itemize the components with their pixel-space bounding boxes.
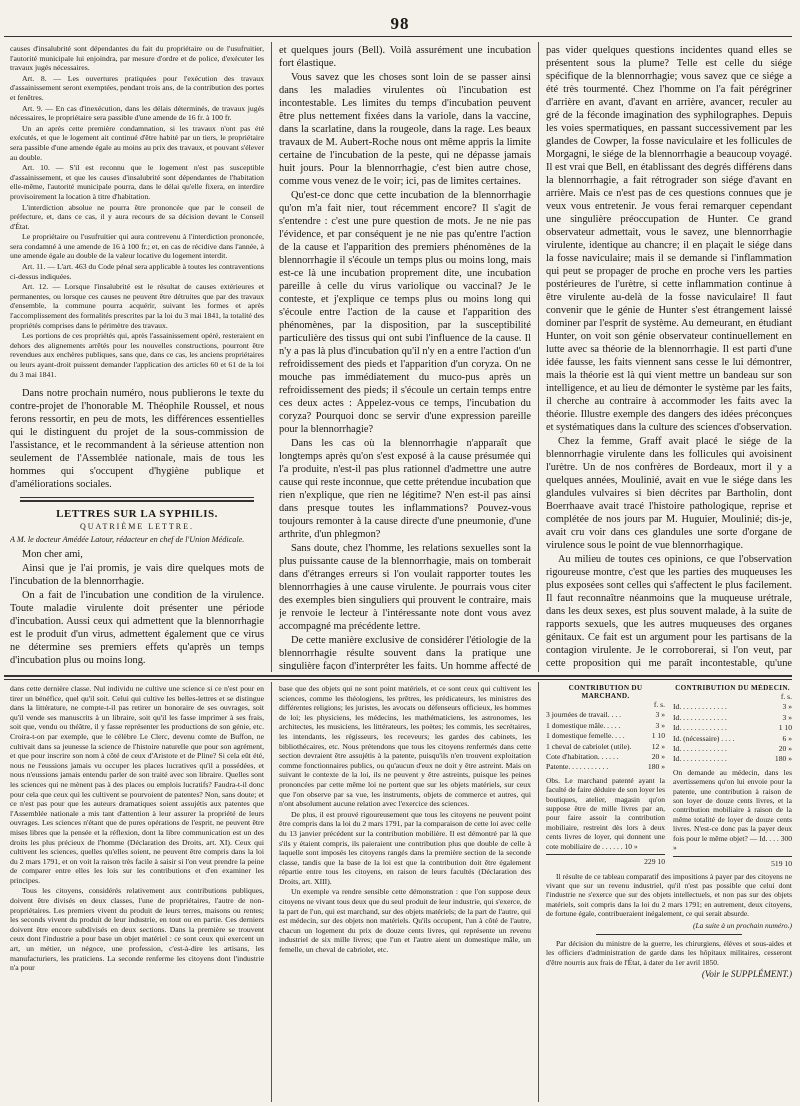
paragraph: Tous les citoyens, considérés relativement aux contributions publiques, doivent être divisés en deux classes, l'une de propriétaires, l'autre de non-propriétaires. Les premiers vivent du produit de leurs terres, maisons ou rentes; les seconds vivent du produit de leur industrie, en tout ou en partie. Ces derniers doivent être encore subdivisés en deux sections. Dans la première se trouvent ceux dont l'industrie a pour base un objet matériel : ce sont ceux qui exercent un art, un métier, un négoce, une profession, c'est-à-dire les artisans, les manufacturiers, les praticiens. La seconde renferme les citoyens dont l'industrie n'a pour — [10, 886, 264, 973]
paragraph: pas vider quelques questions incidentes quand elles se présentent sous la plume? Telle est celle du siége spécifique de la blennorrhagie; vous savez que ce siége a été très tourmenté. Chez l'homme on l'a fait pérégriner d'arrière en avant, d'avant en arrière, avancer, reculer au gré de la féconde imagination des syphilographes. Depuis les voies spermatiques, en passant successivement par les glandes de Cowper, la fosse naviculaire et les follicules de Morgagni, le siége de la blennorrhagie a beaucoup voyagé. Il est vrai que Bell, en établissant des degrés différens dans la blennorrhagie, a fait rétrograder son siége d'avant en arrière. Mais ce n'est pas de ces questions connues que je veux vous entretenir. Je vous ferai remarquer cependant une singulière préoccupation de Hunter. Ce grand observateur admettait, vous le savez, une blennorrhagie virulente, identique au chancre; il en plaçait le siége dans la fosse naviculaire; mais il se demande si l'inflammation qui peut se propager de proche en proche vers les parties postérieures de l'urètre, si cette inflammation continue à être virulente au-delà de la fosse naviculaire! Il faut convenir que le génie de Hunter s'est étrangement laissé dominer par l'esprit de système. Au demeurant, en étudiant Hunter, on voit son génie observateur continuellement en lutte avec sa théorie de la blennorrhagie. Il est parti d'une idée fausse, les faits viennent sans cesse le lui démontrer, mais la théorie est là qui vient mettre un bandeau sur son intelligence, et au lieu de démonter le système par les faits, il cherche au contraire à accommoder les faits avec la théorie. Illustre exemple des dangers des idées préconçues et systématiques dans la culture des sciences d'observation. — [546, 45, 792, 433]
row-value: 1 10 — [651, 731, 665, 741]
row-label: Id. . . . . . . . . . . . . — [673, 712, 727, 722]
ledger-row — [546, 742, 665, 752]
column-rule — [538, 42, 539, 672]
section-subtitle: QUATRIÈME LETTRE. — [80, 522, 194, 532]
top-column-left — [10, 44, 264, 670]
merchant-total: 229 10 — [644, 857, 665, 867]
paragraph: Les portions de ces propriétés qui, après l'assainissement opéré, resteraient en dehors des alignements arrêtés pour les nouvelles constructions, pourront être revendues aux enchères publiques, sans que, dans ce cas, les anciens propriétaires ou leurs ayant-droit puissent demander l'application des articles 60 et 61 de la loi du 3 mai 1841. — [10, 331, 264, 379]
letter-dedication: A M. le docteur Amédée Latour, rédacteur en chef de l'Union Médicale. — [10, 535, 245, 545]
paragraph: Dans les cas où la blennorrhagie n'apparaît que longtemps après qu'on s'est exposé à la cause présumée qui l'a produite, n'est-il pas plus rationnel d'admettre une autre cause qui reste inconnue, que cette prétendue incubation que rien n'explique, que rien ne légitime? N'en est-il pas ainsi dans presque toutes les inflammations? Pouvez-vous toujours remonter à la cause directe d'une pneumonie, d'une arthrite, d'un phlegmon? — [279, 438, 531, 540]
row-label: Patente. . . . . . . . . . . — [546, 762, 609, 772]
row-value: 6 » — [782, 733, 792, 743]
doctor-note: On demande au médecin, dans les avertissemens qu'on lui envoie pour la patente, une contribution à raison de son loyer de douze cents livres, et la contribution mobiliaire à raison de la même totalité de loyer de douze cents livres. N'est-ce donc pas la payer deux fois pour le même objet? — Id. . . . 300 » — [673, 767, 792, 853]
row-label: 1 cheval de cabriolet (utile). — [546, 741, 632, 751]
row-value: 180 » — [647, 762, 665, 772]
paragraph: dans cette dernière classe. Nul individu ne cultive une science si ce n'est pour en tirer un bénéfice, quel qu'il soit. Celui qui cultive les belles-lettres et se distingue dans la littérature, ne compte-t-il pas retirer un honoraire de ses ouvrages, soit qu'il vende ses manuscrits à un libraire, soit qu'il les fasse imprimer à ses frais, soit que, vendu ou théâtre, il y fasse représenter les productions de son génie, etc. Croira-t-on par exemple, que le célèbre Le Clerc, devenu comte de Buffon, ne cultivait dans sa jeunesse la science de l'histoire naturelle que pour son agrément, et que pour inscrire son nom à côté de ceux d'Aristote et de Pline? Si cela eût été, nous ne l'eussions jamais vu occuper les places lucratives qu'il a possédées, et nous n'eussions jamais entendu parler de son traité avec son libraire. Quelles sont les sciences qui ne mènent pas à des places ou emplois lucratifs? Faudra-t-il donc pour cela que ceux qui les cultivent se pourvoient de patentes? Non, sans doute; et ce n'est pas pour que les auteurs dramatiques soient assujétis aux patentes que l'Assemblée nationale a mis tant d'attention à leur assurer la propriété de leurs ouvrages. Les sciences n'étant que de pures opérations de l'esprit, ne peuvent être mises libres que la pensée et la réflexion, dont la libre communication est un des droits les plus précieux de l'homme (Déclaration des Droits, art. XI). Ceux qui cultivent les sciences, quelles qu'elles soient, ne peuvent être compris dans la loi du 2 mars 1791, et on voit la raison très facile à saisir si l'on veut prendre la peine de comparer entre elles les lois sur les contributions et d'en examiner les principes. — [10, 684, 264, 885]
ministry-decision: Par décision du ministre de la guerre, les chirurgiens, élèves et sous-aides et les officiers d'administration de garde dans les hôpitaux militaires, cesseront d'être nourris aux frais de l'État, à dater du 1er avril 1850. — [546, 938, 792, 967]
ledger-row — [673, 744, 792, 754]
doctor-heading: CONTRIBUTION DU MÉDECIN. — [675, 684, 790, 692]
row-label: Id. . . . . . . . . . . . . — [673, 754, 727, 764]
paragraph: On a fait de l'incubation une condition de la virulence. Toute maladie virulente doit présenter une période d'incubation. Aussi ceux qui admettent que la blennorrhagie est le produit d'un virus, admettent également que ce virus ne détermine ses premiers effets qu'après un temps d'incubation plus ou moins long. — [10, 590, 264, 667]
ledger-row — [673, 723, 792, 733]
row-value: 180 » — [774, 754, 792, 764]
ledger-row — [673, 702, 792, 712]
column-rule — [271, 682, 272, 1102]
top-column-right — [546, 44, 792, 670]
paragraph: Sans doute, chez l'homme, les relations sexuelles sont la plus puissante cause de la blennorrhagie, mais on tomberait dans d'étranges erreurs si l'on voulait rapporter toutes les blennorrhagies à une cause virulente. Je pourrais vous citer des exemples bien singuliers qui prouvent le contraire, mais je renvoie le lecteur à l'intéressante note dont vous avez accompagné ma précédente lettre. — [279, 543, 531, 632]
paragraph: Un an après cette première condamnation, si les travaux n'ont pas été exécutés, et que le logement ait continué d'être habité par un tiers, le propriétaire sera passible d'une amende égale au moins au prix des travaux, et pouvant s'élever au double. — [10, 123, 264, 162]
paragraph: Chez la femme, Graff avait placé le siége de la blennorrhagie virulente dans les follicules qui avoisinent l'urètre. Un de nos confrères de Bordeaux, mort il y a quelques années, Moulinié, avait en vue le siége dans les glandules vulvaires si bien décrites par Bartholin, dont Boerrhaave avait tracé l'histoire pathologique, reprise et complétée de nos jours par M. Huguier, Moulinié; dis-je, avait cru voir dans ces glandules une sorte d'organe de virulence sous le point de vue blennorrhagique. — [546, 436, 792, 551]
ledger-row — [546, 710, 665, 720]
ledger-row — [673, 713, 792, 723]
paragraph: et quelques jours (Bell). Voilà assurément une incubation fort élastique. — [279, 45, 531, 69]
row-value: 3 » — [782, 702, 792, 712]
row-value: 3 » — [655, 720, 665, 730]
row-label: Id. . . . . . . . . . . . . — [673, 744, 727, 754]
paragraph: base que des objets qui ne sont point matériels, et ce sont ceux qui cultivent les sciences, comme les théologiens, les prêtres, les prédicateurs, les ministres des différentes religions; les juristes, les avocats ou défenseurs officieux, les hommes de loi; les physiciens, les médecins, les mathématiciens, les astronomes, les architectes, les musiciens, les littérateurs, les poètes; les commis, les secrétaires, les intendants, les régisseurs, les receveurs; les gardes des cabinets, les bibliothécaires, etc. Nous prétendons que tous les citoyens renfermés dans cette section devraient être assujétis à la patente, puisqu'ils n'en trouvent exploitation comme fonctionnaires publics, ou qu'aucun d'eux ne doit y être astreint. Mais on suivant le contexte de la loi, ils ne peuvent y être astreints, puisque les peines prononcées par cette même loi ne portent que sur les objets matériels, sur ceux que l'on observe par sa vue, les instruments, objets de commerce et autres, qui n'ont absolument aucune relation avec l'exercice des sciences. — [279, 684, 531, 809]
paragraph: Art. 9. — En cas d'inexécution, dans les délais déterminés, de travaux jugés nécessaires, le propriétaire sera passible d'une amende de 16 fr. à 100 fr. — [10, 103, 264, 123]
editorial-note — [10, 387, 264, 491]
header-rule — [4, 36, 792, 37]
ledger-conclusion: Il résulte de ce tableau comparatif des impositions à payer par des citoyens ne vivant que sur un revenu industriel, qu'il n'est pas possible que celui dont l'industrie ne s'exerce que sur des objets intellectuels, et non pas sur des objets matériels, soit compris dans la loi du 2 mars 1791; en autrement, deux citoyens, de fortune égale, contribueraient inégalement, ce qui serait absurde. — [546, 871, 792, 919]
paragraph: L'interdiction absolue ne pourra être prononcée que par le conseil de préfecture, et, dans ce cas, il y aura recours de sa décision devant le Conseil d'État. — [10, 202, 264, 231]
paragraph: Ainsi que je l'ai promis, je vais dire quelques mots de l'incubation de la blennorrhagie. — [10, 563, 264, 588]
letter-salutation: Mon cher ami, — [22, 549, 83, 561]
row-value: 3 » — [782, 712, 792, 722]
continued-note: (La suite à un prochain numéro.) — [692, 920, 792, 930]
paragraph: De cette manière exclusive de considérer l'étiologie de la blennorrhagie résulte souvent dans la pratique une singulière façon d'interpréter les faits. Un homme affecté de — [279, 635, 531, 670]
bottom-column-left — [10, 684, 264, 1102]
paragraph: Art. 11. — L'art. 463 du Code pénal sera applicable à toutes les contraventions ci-dessus indiquées. — [10, 262, 264, 281]
paragraph: causes d'insalubrité sont dépendantes du fait du propriétaire ou de l'usufruitier, l'autorité municipale lui enjoindra, par mesure d'ordre et de police, d'exécuter les travaux jugés nécessaires. — [10, 44, 264, 73]
merchant-note: Obs. Le marchand patenté ayant la faculté de faire déduire de son loyer les boutiques, atelier, magasin qu'on suppose être de mille livres par an, pour faire assoir la contribution mobiliaire, restreint dès lors à deux cents livres de loyer, qui donnent une cote mobiliaire de . . . . . . 10 » — [546, 775, 665, 851]
paragraph: Le propriétaire ou l'usufruitier qui aura contrevenu à l'interdiction prononcée, sera condamné à une amende de 16 à 100 fr.; et, en cas de récidive dans l'année, à une amende égale au double de la valeur locative du logement interdit. — [10, 232, 264, 261]
row-label: Id. . . . . . . . . . . . . — [673, 702, 727, 712]
row-value: 1 10 — [778, 723, 792, 733]
row-value: 3 » — [655, 710, 665, 720]
top-column-middle — [279, 44, 531, 670]
merchant-ledger — [546, 684, 665, 868]
paragraph: Vous savez que les choses sont loin de se passer ainsi dans les maladies virulentes où l'incubation est incontestable. Les limites du temps d'incubation peuvent être plus nettement fixées dans la variole, dans la vaccine, dans la scarlatine, dans la rougeole, dans la rage. Les beaux travaux de M. Aubert-Roche nous ont même appris la limite certaine de l'incubation de la peste, qui ne dépasse jamais huit jours. Pour la blennorrhagie, c'est bien autre chose, comme vous venez de le voir; ici, pas de limites certaines. — [279, 72, 531, 187]
column-rule — [538, 682, 539, 1102]
row-label: Cote d'habitation. . . . . . — [546, 752, 619, 762]
doctor-ledger — [673, 684, 792, 868]
ledger-row — [673, 754, 792, 764]
ledger-row — [546, 752, 665, 762]
units-row — [673, 692, 792, 702]
paragraph — [10, 668, 264, 670]
row-value: 20 » — [778, 744, 792, 754]
paragraph: Art. 12. — Lorsque l'insalubrité est le résultat de causes extérieures et permanentes, ou lorsque ces causes ne peuvent être détruites que par des travaux d'ensemble, la commune pourra acquérir, suivant les formes et après l'accomplissement des formalités prescrites par la loi du 3 mai 1841, la totalité des propriétés comprises dans le périmètre des travaux. — [10, 282, 264, 330]
row-label: Id. . . . . . . . . . . . . — [673, 723, 727, 733]
ledger-row — [546, 721, 665, 731]
paragraph: Dans notre prochain numéro, nous publierons le texte du contre-projet de l'honorable M. Théophile Roussel, et nous ferons ressortir, en peu de mots, les différences essentielles qui le distinguent du projet de la sous-commission de l'assistance, et le recommandent à la sérieuse attention non seulement de l'Assemblée nationale, mais de tous les hommes qui s'occupent d'hygiène publique et d'améliorations sociales. — [10, 388, 264, 491]
doctor-total: 519 10 — [771, 858, 792, 868]
paragraph: Qu'est-ce donc que cette incubation de la blennorrhagie qu'on m'a fait nier, tout récemment encore? Il s'agit de s'entendre : c'est une pure question de mots. Je ne nie pas l'évidence, et par conséquent je ne nie pas qu'entre l'action de la cause et l'apparition des premiers phénomènes de la blennorrhagie il s'écoule un temps plus ou moins long, mais est-ce là une incubation proprement dite, une incubation pareille à celle du virus variolique ou vaccinal? Je le conteste, et j'explique ce temps plus ou moins long qui s'écoule entre l'action de la cause et l'apparition des phénomènes, par la disposition, par la susceptibilité particulière des tissus qui ont subi l'influence de la cause. Il n'y a pas là plus d'incubation qu'il n'y en a entre l'action d'un refroidissement des pieds et l'apparition d'un coryza. On ne mouche pas immédiatement du muco-pus après un refroidissement des pieds; il s'écoule un certain temps entre ces deux actes : Appelez-vous ce temps, l'incubation du coryza? Pourquoi donc se servir d'une expression pareille pour la blennorrhagie? — [279, 190, 531, 435]
supplement-note: (Voir le SUPPLÉMENT.) — [701, 969, 792, 980]
row-label: 3 journées de travail. . . . — [546, 710, 622, 720]
section-rule — [4, 679, 792, 680]
merchant-heading: CONTRIBUTION DU MARCHAND. — [568, 684, 643, 700]
section-divider — [20, 497, 254, 502]
units-label: f. s. — [780, 692, 792, 701]
paragraph: Art. 8. — Les ouvertures pratiquées pour l'exécution des travaux d'assainissement seront exemptées, pendant trois ans, de la contribution des portes et fenêtres. — [10, 73, 264, 102]
section-rule — [4, 675, 792, 677]
column-rule — [271, 42, 272, 672]
bottom-column-middle — [279, 684, 531, 1102]
merchant-total-row — [546, 854, 665, 866]
paragraph: Au milieu de toutes ces opinions, ce que l'observation rigoureuse montre, c'est que les parties des muqueuses les plus exposées sont celles qui s'affectent le plus facilement. Il faut reconnaître néanmoins que la muqueuse urétrale, dans les deux sexes, est plus souvent malade, à la suite de rapports sexuels, que les autres muqueuses des organes génitaux. Ce fait est un argument pour les partisans de la contagion virulente. Je le corroborerai, si l'on veut, par cette proposition qui me paraît incontestable, qu'une — [546, 554, 792, 669]
section-title: LETTRES SUR LA SYPHILIS. — [56, 508, 218, 521]
contribution-ledger — [546, 684, 792, 1102]
units-label: f. s. — [653, 700, 665, 709]
page-number: 98 — [390, 14, 410, 33]
row-value: 20 » — [651, 752, 665, 762]
ledger-row — [546, 762, 665, 772]
ledger-row — [673, 734, 792, 744]
paragraph: De plus, il est prouvé rigoureusement que tous les citoyens ne peuvent point être compris dans la loi du 2 mars 1791, par la comparaison de cette loi avec celle du 13 janvier précédent sur la contribution mobilière. Il est démontré par là que s'ils y étaient compris, ils paieraient une contribution plus que double de celle à laquelle sont imposés les citoyens rangés dans la première section de la seconde classe, tandis que la base de la loi est que la contribution doit être également répartie entre tous les citoyens, en raison de leurs facultés (Déclaration des Droits, art. XIII). — [279, 809, 531, 886]
divider — [596, 934, 742, 935]
row-label: 1 domestique mâle. . . . . — [546, 720, 621, 730]
paragraph: Un exemple va rendre sensible cette démonstration : que l'on suppose deux citoyens ne vivant tous deux que du seul produit de leur industrie, qui s'exerce, de la part de l'un, qui est marchand, sur des objets matériels; de la part de l'autre, qui est médecin, sur des objets non matériels. Qu'ils occupent, l'un à côté de l'autre, chacun un logement du prix de douze cents livres, qui représente un revenu industriel de six mille livres; que l'un et l'autre aient un domestique mâle, un femelle, un cheval de cabriolet, etc. — [279, 887, 531, 955]
row-value: 12 » — [651, 741, 665, 751]
paragraph: Art. 10. — S'il est reconnu que le logement n'est pas susceptible d'assainissement, et que les causes d'insalubrité sont dépendantes de l'habitation elle-même, l'autorité municipale pourra, dans le délai qu'elle fixera, en interdire provisoirement la location à titre d'habitation. — [10, 163, 264, 201]
law-articles — [10, 44, 264, 379]
doctor-total-row — [673, 856, 792, 868]
letter-body — [10, 548, 264, 670]
row-label: 1 domestique femelle. . . . — [546, 731, 625, 741]
row-label: Id. (nécessaire) . . . . — [673, 733, 735, 743]
units-row — [546, 700, 665, 710]
ledger-row — [546, 731, 665, 741]
